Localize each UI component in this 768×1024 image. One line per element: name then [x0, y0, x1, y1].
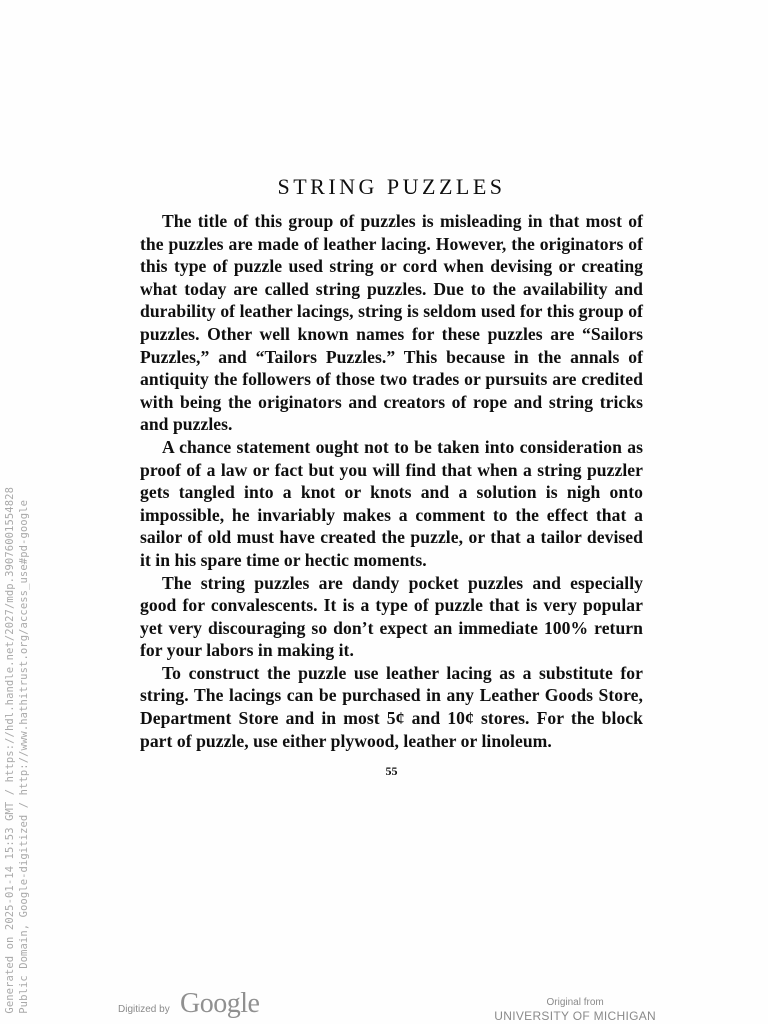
- original-from: [494, 997, 656, 1023]
- watermark-line-2: Public Domain, Google-digitized / http://www.hathitrust.org/access_use#pd-google: [18, 500, 30, 1014]
- original-from-label: Original from: [546, 997, 604, 1008]
- digitized-by-label: Digitized by: [118, 1004, 170, 1015]
- institution-name: UNIVERSITY OF MICHIGAN: [494, 1009, 656, 1023]
- paragraph: The title of this group of puzzles is misleading in that most of the puzzles are made of leather lacing. However, the originators of this type of puzzle used string or cord when devising or creating what today are called string puzzles. Due to the availability and durability of leather lacings, string is seldom used for this group of puzzles. Other well known names for these puzzles are “Sailors Puzzles,” and “Tailors Puzzles.” This because in the annals of antiquity the followers of those two trades or pursuits are credited with being the originators and creators of rope and string tricks and puzzles.: [140, 211, 643, 435]
- page-title: STRING PUZZLES: [277, 174, 506, 199]
- book-page: [140, 170, 643, 779]
- paragraph: A chance statement ought not to be taken into consideration as proof of a law or fact but you will find that when a string puzzler gets tangled into a knot or knots and a solution is nigh onto impossible, he invariably makes a comment to the effect that a sailor of old must have created the puzzle, or that a tailor devised it in his spare time or hectic moments.: [140, 436, 643, 570]
- paragraph: To construct the puzzle use leather lacing as a substitute for string. The lacings can be purchased in any Leather Goods Store, Department Store and in most 5¢ and 10¢ stores. For the block part of puzzle, use either plywood, leather or linoleum.: [140, 662, 643, 751]
- paragraph: The string puzzles are dandy pocket puzzles and especially good for convalescents. It is a type of puzzle that is very popular yet very discouraging so don’t expect an immediate 100% return for your labors in making it.: [140, 572, 643, 661]
- page-number: 55: [385, 764, 398, 779]
- google-logo: Google: [180, 988, 260, 1019]
- watermark-line-1: Generated on 2025-01-14 15:53 GMT / https://hdl.handle.net/2027/mdp.39076001554828: [4, 487, 16, 1014]
